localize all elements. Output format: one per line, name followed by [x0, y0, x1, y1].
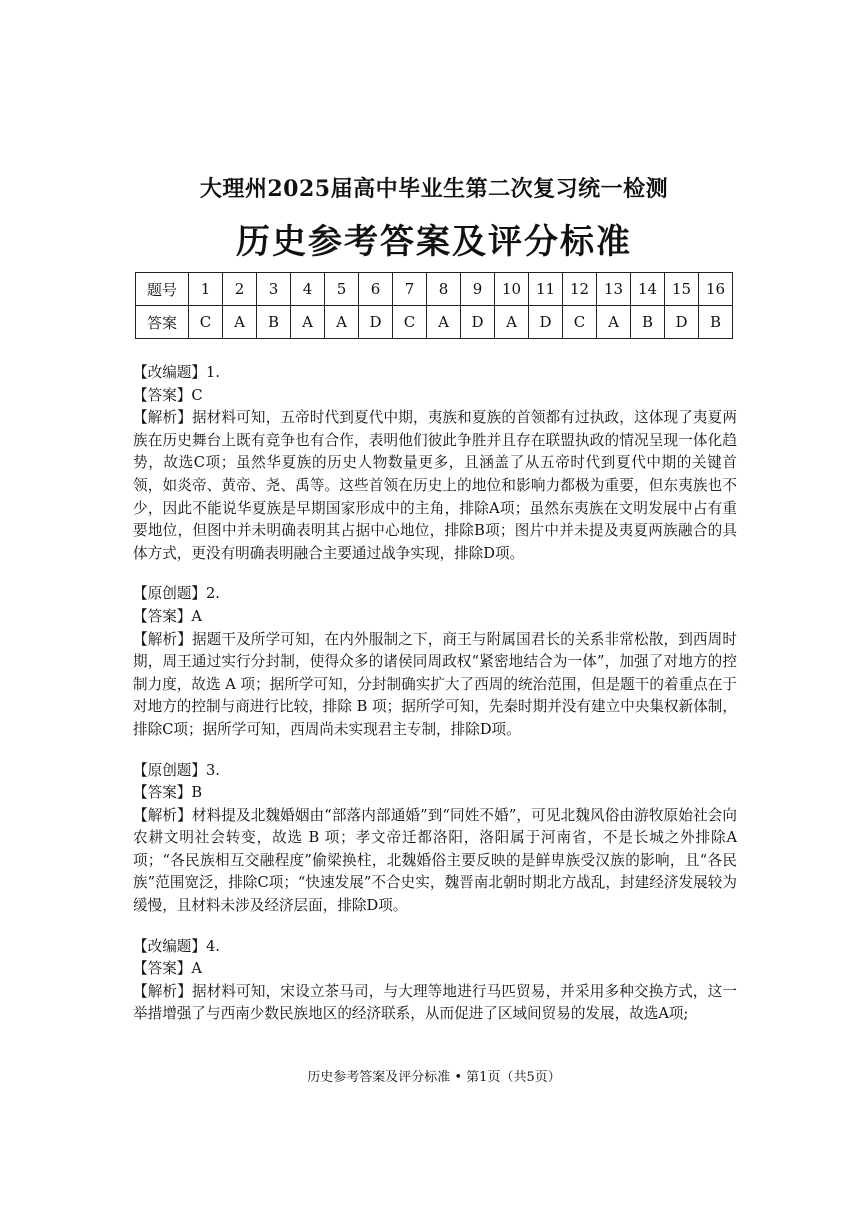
answer-cell: D: [529, 306, 563, 339]
row-label-number: 题号: [136, 273, 189, 306]
answer-explanations: [133, 362, 737, 1026]
number-cell: 15: [665, 273, 699, 306]
answer-cell: D: [665, 306, 699, 339]
number-cell: 2: [223, 273, 257, 306]
question-analysis: 【解析】据材料可知，五帝时代到夏代中期，夷族和夏族的首领都有过执政，这体现了夷夏两族在历史舞台上既有竞争也有合作，表明他们彼此争胜并且存在联盟执政的情况呈现一体化趋势，故选C项；虽然华夏族的历史人物数量更多，且涵盖了从五帝时代到夏代中期的关键首领，如炎帝、黄帝、尧、禹等。这些首领在历史上的地位和影响力都极为重要，但东夷族也不少，因此不能说华夏族是早期国家形成中的主角，排除A项；虽然东夷族在文明发展中占有重要地位，但图中并未明确表明其占据中心地位，排除B项；图片中并未提及夷夏两族融合的具体方式，更没有明确表明融合主要通过战争实现，排除D项。: [133, 409, 737, 562]
answer-cell: D: [461, 306, 495, 339]
number-cell: 9: [461, 273, 495, 306]
number-cell: 7: [393, 273, 427, 306]
question-analysis: 【解析】据题干及所学可知，在内外服制之下，商王与附属国君长的关系非常松散，到西周时期，周王通过实行分封制，使得众多的诸侯同周政权“紧密地结合为一体”，加强了对地方的控制力度，故选 A 项；据所学可知，分封制确实扩大了西周的统治范围，但是题干的着重点在于对地方的控制与商进行比较，排除 B 项；据所学可知，先秦时期并没有建立中央集权新体制，排除C项；据所学可知，西周尚未实现君主专制，排除D项。: [133, 630, 737, 738]
page-footer: 历史参考答案及评分标准 • 第1页（共5页）: [307, 1070, 561, 1085]
number-cell: 8: [427, 273, 461, 306]
number-cell: 11: [529, 273, 563, 306]
number-cell: 3: [257, 273, 291, 306]
answer-cell: C: [563, 306, 597, 339]
answer-cell: A: [223, 306, 257, 339]
number-cell: 4: [291, 273, 325, 306]
exam-subtitle: 大理州2025届高中毕业生第二次复习统一检测: [199, 176, 669, 202]
number-cell: 5: [325, 273, 359, 306]
answer-cell: A: [291, 306, 325, 339]
answer-cell: A: [597, 306, 631, 339]
answer-key-table: [135, 272, 733, 339]
answer-cell: C: [393, 306, 427, 339]
question-number-row: [136, 273, 733, 306]
row-label-answer: 答案: [136, 306, 189, 339]
answer-cell: D: [359, 306, 393, 339]
number-cell: 14: [631, 273, 665, 306]
question-answer: 【答案】A: [133, 607, 202, 625]
question-answer: 【答案】C: [133, 386, 203, 404]
question-analysis: 【解析】据材料可知，宋设立茶马司，与大理等地进行马匹贸易，并采用多种交换方式，这一举措增强了与西南少数民族地区的经济联系，从而促进了区域间贸易的发展，故选A项;: [133, 982, 737, 1023]
question-tag: 【改编题】1.: [133, 364, 220, 381]
question-block-4: [133, 936, 737, 1026]
question-block-3: [133, 760, 737, 918]
question-tag: 【原创题】3.: [133, 761, 220, 779]
question-block-2: [133, 583, 737, 741]
question-analysis: 【解析】材料提及北魏婚姻由“部落内部通婚”到“同姓不婚”，可见北魏风俗由游牧原始社会向农耕文明社会转变，故选 B 项；孝文帝迁都洛阳，洛阳属于河南省，不是长城之外排除A项；“各民族相互交融程度”偷梁换柱，北魏婚俗主要反映的是鲜卑族受汉族的影响，且“各民族”范围宽泛，排除C项；“快速发展”不合史实，魏晋南北朝时期北方战乱，封建经济发展较为缓慢，且材料未涉及经济层面，排除D项。: [133, 806, 737, 915]
answer-row: [136, 306, 733, 339]
number-cell: 1: [189, 273, 223, 306]
number-cell: 10: [495, 273, 529, 306]
question-tag: 【原创题】2.: [133, 585, 220, 603]
question-answer: 【答案】A: [133, 960, 202, 978]
number-cell: 6: [359, 273, 393, 306]
answer-cell: A: [427, 306, 461, 339]
answer-cell: A: [325, 306, 359, 339]
answer-cell: A: [495, 306, 529, 339]
number-cell: 12: [563, 273, 597, 306]
number-cell: 13: [597, 273, 631, 306]
document-title: 历史参考答案及评分标准: [236, 222, 632, 262]
question-block-1: [133, 362, 737, 565]
answer-cell: C: [189, 306, 223, 339]
answer-cell: B: [631, 306, 665, 339]
question-tag: 【改编题】4.: [133, 937, 220, 955]
number-cell: 16: [699, 273, 733, 306]
question-answer: 【答案】B: [133, 784, 203, 802]
answer-cell: B: [699, 306, 733, 339]
answer-cell: B: [257, 306, 291, 339]
